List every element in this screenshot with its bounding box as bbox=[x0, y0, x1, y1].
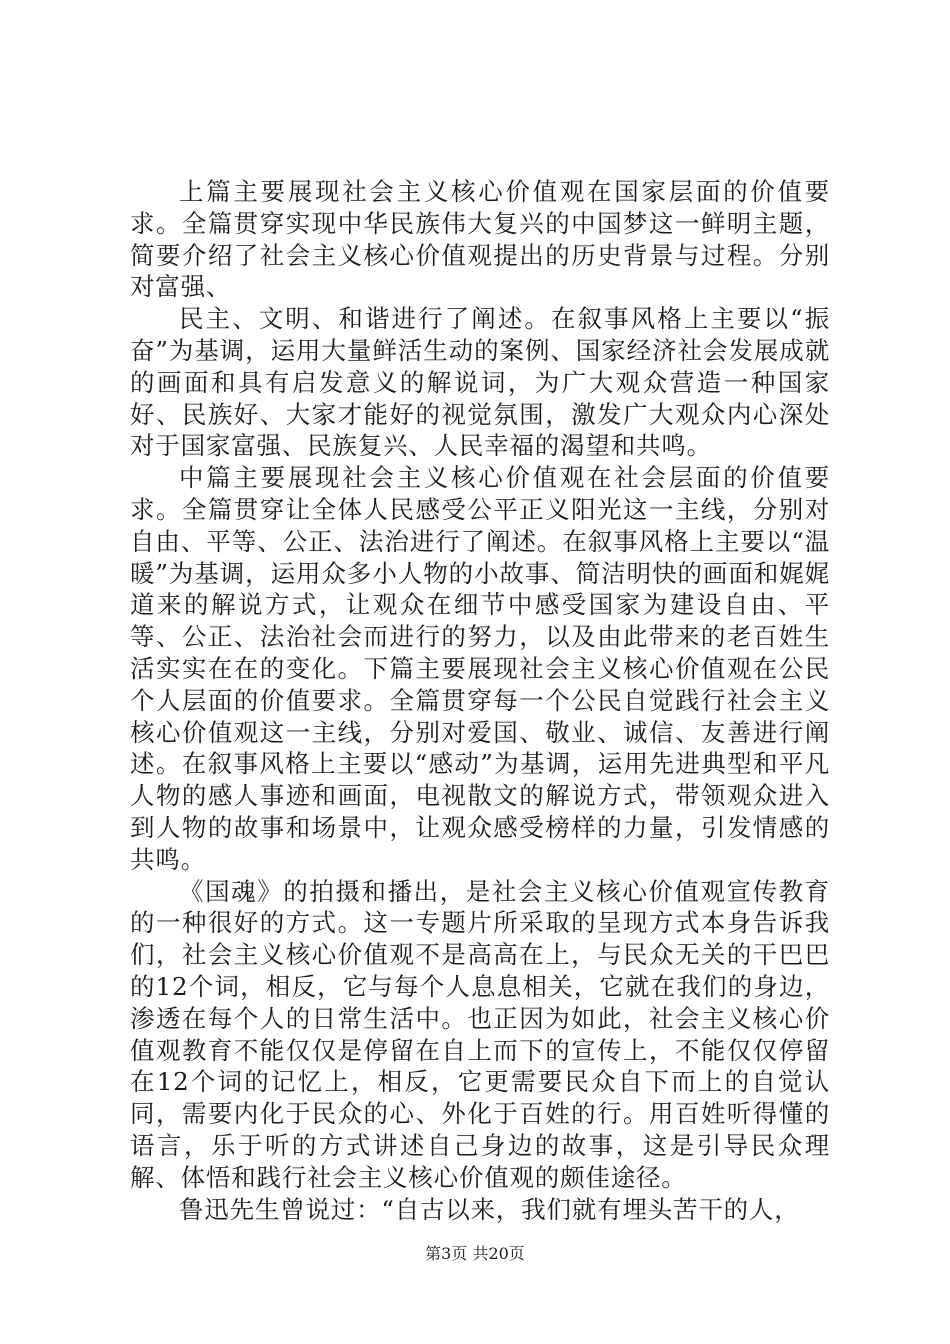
paragraph-1: 上篇主要展现社会主义核心价值观在国家层面的价值要求。全篇贯穿实现中华民族伟大复兴的中国梦这一鲜明主题，简要介绍了社会主义核心价值观提出的历史背景与过程。分别对富强、 bbox=[130, 177, 830, 302]
paragraph-3: 中篇主要展现社会主义核心价值观在社会层面的价值要求。全篇贯穿让全体人民感受公平正义阳光这一主线，分别对自由、平等、公正、法治进行了阐述。在叙事风格上主要以“温暖”为基调，运用众多小人物的小故事、简洁明快的画面和娓娓道来的解说方式，让观众在细节中感受国家为建设自由、平等、公正、法治社会而进行的努力，以及由此带来的老百姓生活实实在在的变化。下篇主要展现社会主义核心价值观在公民个人层面的价值要求。全篇贯穿每一个公民自觉践行社会主义核心价值观这一主线，分别对爱国、敬业、诚信、友善进行阐述。在叙事风格上主要以“感动”为基调，运用先进典型和平凡人物的感人事迹和画面，电视散文的解说方式，带领观众进入到人物的故事和场景中，让观众感受榜样的力量，引发情感的共鸣。 bbox=[130, 463, 831, 874]
paragraph-5: 鲁迅先生曾说过：“自古以来，我们就有埋头苦干的人， bbox=[179, 1194, 800, 1224]
paragraph-4: 《国魂》的拍摄和播出，是社会主义核心价值观宣传教育的一种很好的方式。这一专题片所采取的呈现方式本身告诉我们，社会主义核心价值观不是高高在上，与民众无关的干巴巴的12个词，相反，它与每个人息息相关，它就在我们的身边，渗透在每个人的日常生活中。也正因为如此，社会主义核心价值观教育不能仅仅是停留在自上而下的宣传上，不能仅仅停留在12个词的记忆上，相反，它更需要民众自下而上的自觉认同，需要内化于民众的心、外化于百姓的行。用百姓听得懂的语言，乐于听的方式讲述自己身边的故事，这是引导民众理解、体悟和践行社会主义核心价值观的颇佳途径。 bbox=[130, 876, 830, 1192]
paragraph-2: 民主、文明、和谐进行了阐述。在叙事风格上主要以“振奋”为基调，运用大量鲜活生动的案例、国家经济社会发展成就的画面和具有启发意义的解说词，为广大观众营造一种国家好、民族好、大家才能好的视觉氛围，激发广大观众内心深处对于国家富强、民族复兴、人民幸福的渴望和共鸣。 bbox=[130, 304, 830, 461]
document-body bbox=[130, 176, 830, 1225]
page-footer: 第3页 共20页 bbox=[425, 1244, 525, 1263]
